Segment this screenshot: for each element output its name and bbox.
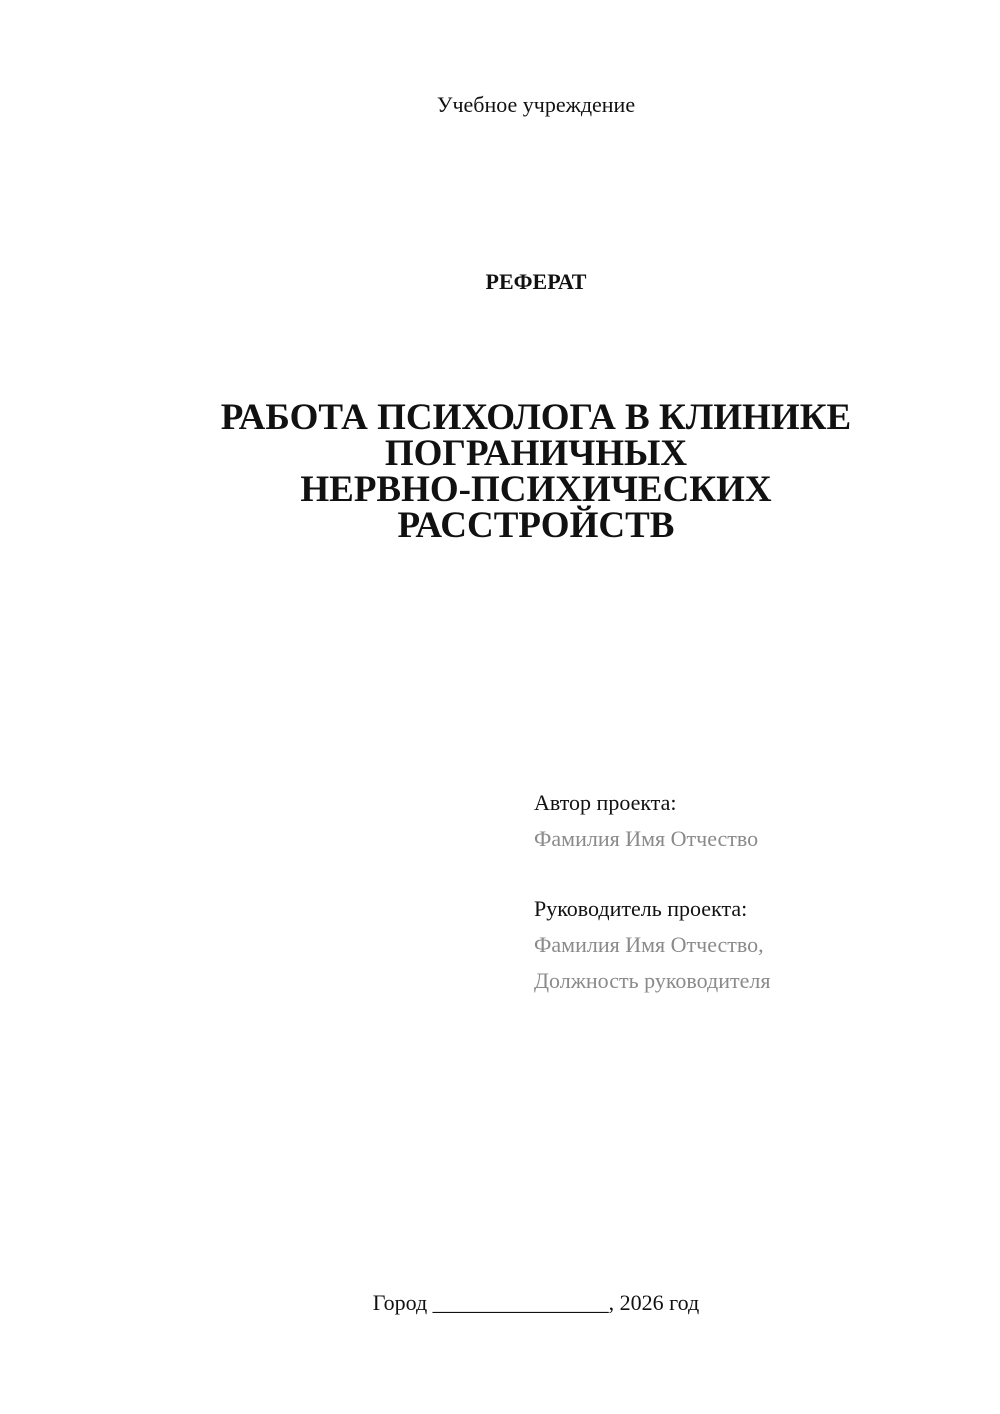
title-line: ПОГРАНИЧНЫХ [384,433,688,474]
document-title [0,397,1000,546]
supervisor-name: Фамилия Имя Отчество, [534,932,764,957]
supervisor-label: Руководитель проекта: [534,896,748,921]
city-year-line: Город ________________, 2026 год [372,1290,700,1315]
supervisor-position: Должность руководителя [534,968,771,993]
document-type: РЕФЕРАТ [485,269,587,294]
title-line: НЕРВНО-ПСИХИЧЕСКИХ [300,469,772,510]
author-name: Фамилия Имя Отчество [534,826,759,851]
title-line: РАССТРОЙСТВ [397,505,675,546]
credits-block [534,785,964,999]
title-line: РАБОТА ПСИХОЛОГА В КЛИНИКЕ [220,397,852,438]
institution-name: Учебное учреждение [436,92,636,117]
spacer [534,857,964,891]
author-label: Автор проекта: [534,790,677,815]
